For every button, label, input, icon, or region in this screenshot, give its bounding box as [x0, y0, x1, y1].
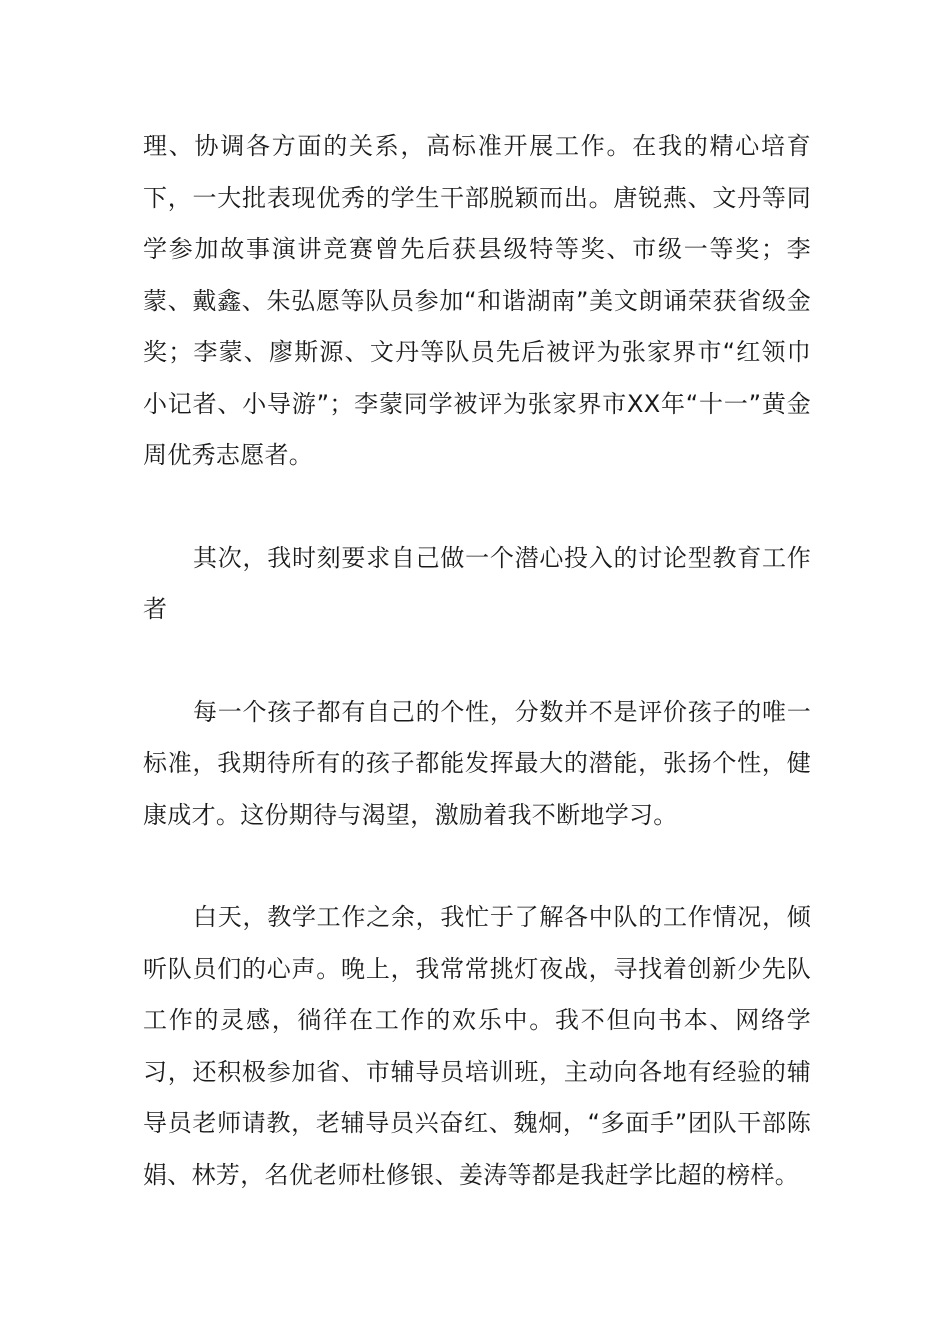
paragraph-continuation: 理、协调各方面的关系，高标准开展工作。在我的精心培育下，一大批表现优秀的学生干部脱颖而出。唐锐燕、文丹等同学参加故事演讲竞赛曾先后获县级特等奖、市级一等奖；李蒙、戴鑫、朱弘愿等队员参加“和谐湖南”美文朗诵荣获省级金奖；李蒙、廖斯源、文丹等队员先后被评为张家界市“红领巾小记者、小导游”；李蒙同学被评为张家界市XX年“十一”黄金周优秀志愿者。 [143, 132, 812, 469]
document-body [143, 121, 811, 1201]
paragraph-individuality: 每一个孩子都有自己的个性，分数并不是评价孩子的唯一标准，我期待所有的孩子都能发挥最大的潜能，张扬个性，健康成才。这份期待与渴望，激励着我不断地学习。 [143, 697, 811, 829]
paragraph-daily-study: 白天，教学工作之余，我忙于了解各中队的工作情况，倾听队员们的心声。晚上，我常常挑灯夜战，寻找着创新少先队工作的灵感，徜徉在工作的欢乐中。我不但向书本、网络学习，还积极参加省、市辅导员培训班，主动向各地有经验的辅导员老师请教，老辅导员兴奋红、魏炯，“多面手”团队干部陈娟、林芳，名优老师杜修银、姜涛等都是我赶学比超的榜样。 [143, 903, 811, 1189]
paragraph-heading-secondly: 其次，我时刻要求自己做一个潜心投入的讨论型教育工作者 [143, 543, 811, 623]
